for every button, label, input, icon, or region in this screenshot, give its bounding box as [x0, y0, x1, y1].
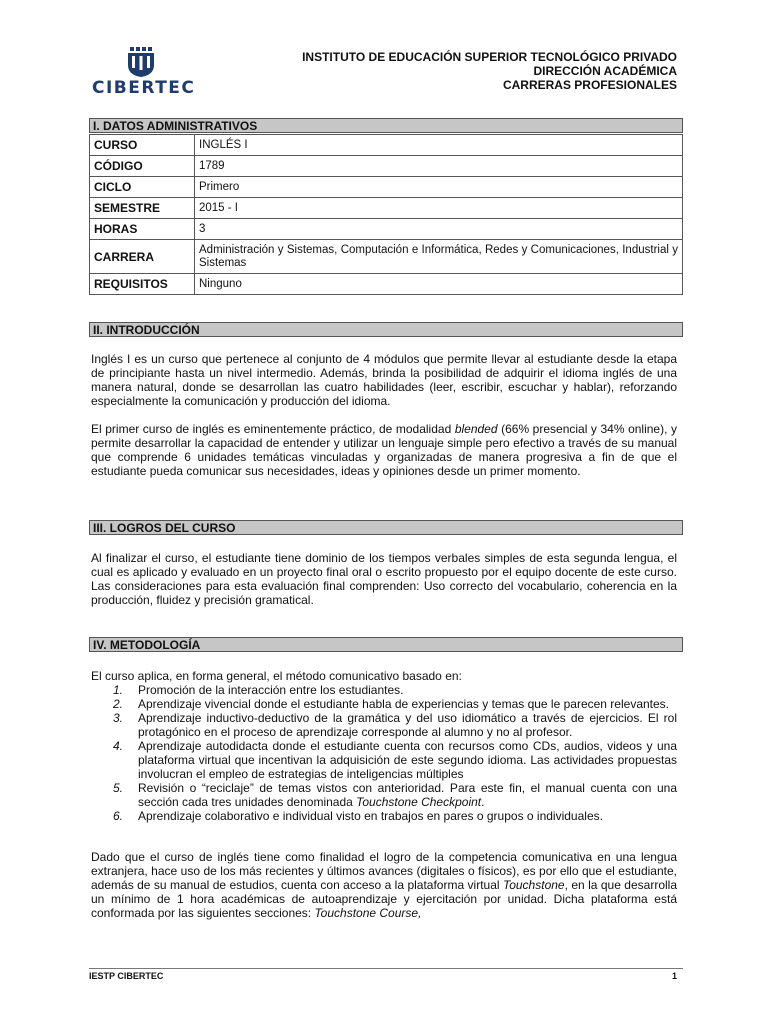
- list-number: 2.: [113, 697, 124, 711]
- metodo-list: [91, 683, 677, 823]
- metodo-p2-emphasis-1: Touchstone: [502, 878, 565, 892]
- admin-key: SEMESTRE: [90, 198, 195, 219]
- admin-key: CARRERA: [90, 240, 195, 274]
- page-number: 1: [671, 971, 677, 981]
- list-text: Aprendizaje vivencial donde el estudiante habla de experiencias y temas que le parecen relevantes.: [138, 697, 670, 711]
- header-careers: CARRERAS PROFESIONALES: [502, 78, 677, 92]
- admin-value: 2015 - I: [195, 198, 683, 219]
- intro-p2-text-a: El primer curso de inglés es eminentemente práctico, de modalidad: [91, 422, 455, 436]
- table-row: [90, 135, 683, 156]
- admin-value: INGLÉS I: [195, 135, 683, 156]
- list-item: [91, 711, 677, 739]
- admin-key: CURSO: [90, 135, 195, 156]
- list-text: Promoción de la interacción entre los estudiantes.: [138, 683, 404, 697]
- admin-table: [89, 134, 683, 295]
- metodo-intro: El curso aplica, en forma general, el método comunicativo basado en:: [91, 669, 462, 683]
- table-row: [90, 274, 683, 295]
- section-metodo-title: IV. METODOLOGÍA: [89, 637, 683, 652]
- list-number: 1.: [113, 683, 124, 697]
- section-intro-title: II. INTRODUCCIÓN: [89, 322, 683, 337]
- table-row: [90, 219, 683, 240]
- list-emphasis: Touchstone Checkpoint: [356, 795, 482, 809]
- list-item: [91, 697, 677, 711]
- section-admin-title: I. DATOS ADMINISTRATIVOS: [89, 118, 683, 133]
- metodo-paragraph-2: [91, 850, 677, 920]
- intro-paragraph-2: [91, 422, 677, 478]
- header-institution: INSTITUTO DE EDUCACIÓN SUPERIOR TECNOLÓGICO PRIVADO: [302, 50, 677, 64]
- list-text: Aprendizaje autodidacta donde el estudiante cuenta con recursos como CDs, audios, videos y una plataforma virtual que incentivan la adquisición de este segundo idioma. Las actividades propuestas involucran el empleo de estrategias de inteligencias múltiples: [138, 739, 677, 781]
- list-item: [91, 809, 677, 823]
- list-number: 4.: [113, 739, 124, 753]
- header-direction: DIRECCIÓN ACADÉMICA: [533, 64, 677, 78]
- logo-wordmark: CIBERTEC: [92, 78, 196, 98]
- list-text: Aprendizaje colaborativo e individual visto en trabajos en pares o grupos o individuales.: [138, 809, 603, 823]
- admin-key: CÓDIGO: [90, 156, 195, 177]
- admin-value: 1789: [195, 156, 683, 177]
- intro-p2-emphasis: blended: [454, 422, 498, 436]
- metodo-p2-emphasis-2: Touchstone Course,: [314, 906, 422, 920]
- intro-paragraph-1: Inglés I es un curso que pertenece al conjunto de 4 módulos que permite llevar al estudiante desde la etapa de principiante hasta un nivel intermedio. Además, brinda la posibilidad de adquirir el idioma inglés de una manera natural, donde se desarrollan las cuatro habilidades (leer, escribir, escuchar y hablar), reforzando especialmente la comunicación y producción del idioma.: [91, 352, 677, 408]
- admin-value: Ninguno: [195, 274, 683, 295]
- list-number: 5.: [113, 781, 124, 795]
- metodo-p2-text-a: Dado que el curso de inglés tiene como finalidad el logro de la competencia comunicativa en una lengua extranjera, hace uso de los más recientes y últimos avances (digitales o físicos), es por ello que el estudiante, además de su manual de estudios, cuenta con acceso a la plataforma virtual: [91, 850, 677, 892]
- admin-key: REQUISITOS: [90, 274, 195, 295]
- list-item: [91, 683, 677, 697]
- admin-key: CICLO: [90, 177, 195, 198]
- list-number: 6.: [113, 809, 124, 823]
- list-item: [91, 781, 677, 809]
- footer-institution: IESTP CIBERTEC: [89, 971, 164, 981]
- table-row: [90, 240, 683, 274]
- list-text: Revisión o “reciclaje” de temas vistos con anterioridad. Para este fin, el manual cuenta con una sección cada tres unidades denominada: [138, 781, 677, 809]
- list-number: 3.: [113, 711, 124, 725]
- admin-value: Administración y Sistemas, Computación e Informática, Redes y Comunicaciones, Industrial y Sistemas: [195, 240, 683, 274]
- list-item: [91, 739, 677, 781]
- admin-key: HORAS: [90, 219, 195, 240]
- section-logros-title: III. LOGROS DEL CURSO: [89, 520, 683, 535]
- intro-p2-text-b: (66% presencial y 34% online), y permite desarrollar la capacidad de entender y utilizar un lenguaje simple pero efectivo a través de su manual que comprende 6 unidades temáticas vinculadas y organizadas de manera progresiva a fin de que el estudiante pueda comunicar sus necesidades, ideas y opiniones desde un primer momento.: [91, 422, 677, 478]
- logros-paragraph: Al finalizar el curso, el estudiante tiene dominio de los tiempos verbales simples de esta segunda lengua, el cual es aplicado y evaluado en un proyecto final oral o escrito propuesto por el equipo docente de este curso. Las consideraciones para esta evaluación final comprenden: Uso correcto del vocabulario, coherencia en la producción, fluidez y precisión gramatical.: [91, 551, 677, 607]
- footer-divider: [89, 968, 683, 969]
- metodo-p2-text-b: , en la que desarrolla un mínimo de 1 hora académicas de autoaprendizaje y ejercitación por unidad. Dicha plataforma está conformada por las siguientes secciones:: [91, 878, 677, 920]
- table-row: [90, 177, 683, 198]
- table-row: [90, 156, 683, 177]
- admin-value: Primero: [195, 177, 683, 198]
- list-text-end: .: [481, 795, 485, 809]
- document-header: [302, 50, 677, 92]
- admin-value: 3: [195, 219, 683, 240]
- table-row: [90, 198, 683, 219]
- list-text: Aprendizaje inductivo-deductivo de la gramática y del uso idiomático a través de ejercicios. El rol protagónico en el proceso de aprendizaje corresponde al alumno y no al profesor.: [138, 711, 677, 739]
